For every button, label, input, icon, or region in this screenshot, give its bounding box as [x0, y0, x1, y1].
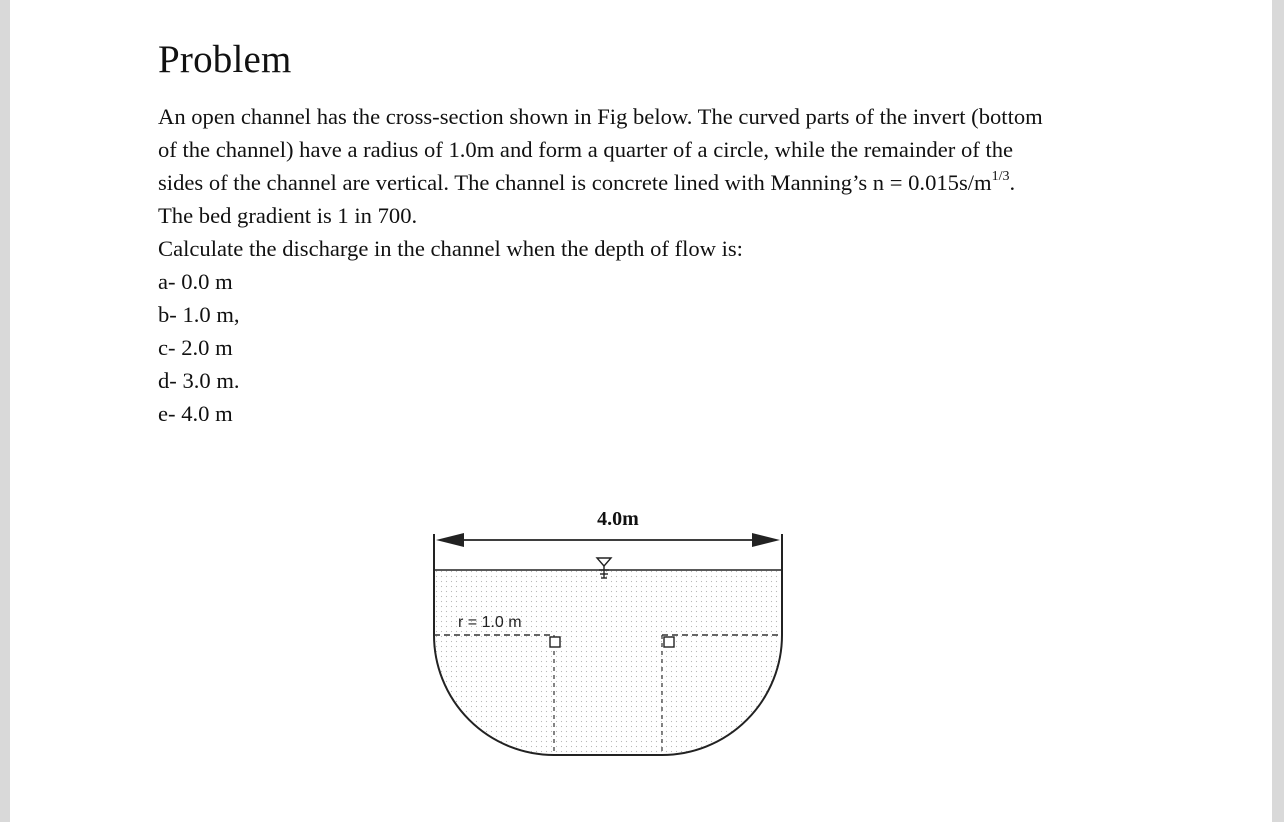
statement-line: An open channel has the cross-section shown in Fig below. The curved parts of the invert (bottom: [158, 104, 1043, 129]
document-page: [10, 0, 1272, 822]
water-fill: [430, 570, 810, 760]
exponent: 1/3: [991, 169, 1010, 185]
statement-line: The bed gradient is 1 in 700.: [158, 203, 418, 228]
option-a: a- 0.0 m: [158, 269, 233, 294]
width-label: 4.0m: [597, 508, 639, 530]
arrow-left-icon: [436, 533, 464, 547]
option-b: b- 1.0 m,: [158, 302, 240, 327]
question-text: Calculate the discharge in the channel when the depth of flow is:: [158, 236, 743, 261]
statement-text: .: [1009, 170, 1016, 195]
radius-label: r = 1.0 m: [458, 614, 522, 631]
problem-statement: [158, 100, 1138, 430]
option-c: c- 2.0 m: [158, 335, 233, 360]
right-angle-marker-icon: [664, 637, 674, 647]
statement-line: [158, 166, 1138, 199]
option-d: d- 3.0 m.: [158, 368, 240, 393]
channel-diagram: [430, 500, 810, 770]
depth-options-list: [158, 265, 1138, 430]
arrow-right-icon: [752, 533, 780, 547]
option-e: e- 4.0 m: [158, 401, 233, 426]
channel-cross-section-figure: [430, 500, 810, 770]
statement-text: sides of the channel are vertical. The channel is concrete lined with Manning’s n = 0.015s/m: [158, 170, 992, 195]
problem-content: [158, 34, 1138, 430]
page-title: Problem: [158, 38, 292, 81]
right-angle-marker-icon: [550, 637, 560, 647]
statement-line: of the channel) have a radius of 1.0m and form a quarter of a circle, while the remainder of the: [158, 137, 1014, 162]
